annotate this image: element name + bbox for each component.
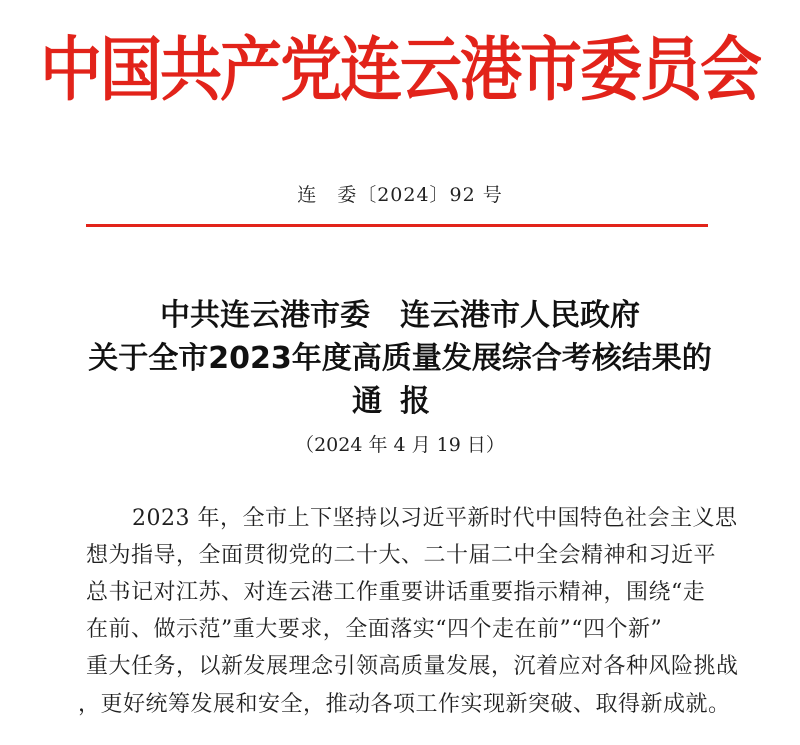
document-date: （2024 年 4 月 19 日）	[295, 434, 505, 456]
document-number: 连 委〔2024〕92 号	[297, 184, 503, 206]
document-title-line-3: 通报	[352, 384, 448, 419]
red-divider	[86, 224, 708, 227]
body-text-line: 2023 年，全市上下坚持以习近平新时代中国特色社会主义思	[132, 506, 738, 531]
body-text-line: 想为指导，全面贯彻党的二十大、二十届二中全会精神和习近平	[86, 543, 717, 568]
body-text-line: ，更好统筹发展和安全，推动各项工作实现新突破、取得新成就。	[78, 692, 731, 717]
document-title-line-1: 中共连云港市委 连云港市人民政府	[160, 298, 640, 333]
body-text-line: 在前、做示范”重大要求，全面落实“四个走在前”“四个新”	[86, 617, 663, 642]
body-text-line: 重大任务，以新发展理念引领高质量发展，沉着应对各种风险挑战	[86, 654, 739, 679]
body-text-line: 总书记对江苏、对连云港工作重要讲话重要指示精神，围绕“走	[86, 580, 706, 605]
masthead-title: 中国共产党连云港市委员会	[39, 28, 760, 111]
document-title-line-2: 关于全市2023年度高质量发展综合考核结果的	[88, 341, 712, 376]
